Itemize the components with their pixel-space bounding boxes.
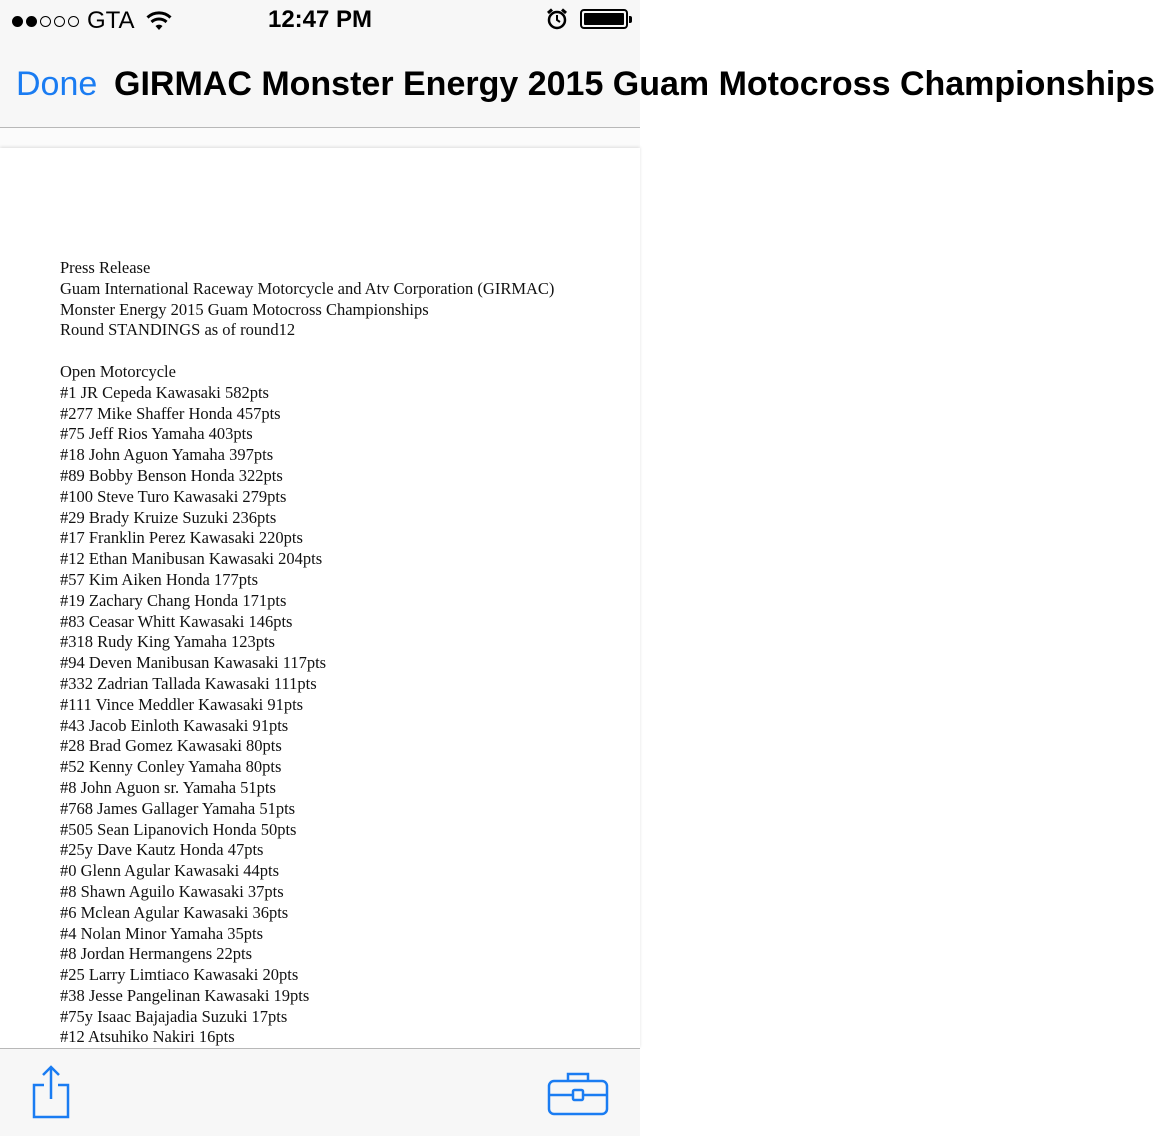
status-bar (0, 0, 640, 40)
standing-entry: #12 Ethan Manibusan Kawasaki 204pts (60, 549, 323, 569)
standing-entry: #768 James Gallager Yamaha 51pts (60, 798, 296, 818)
standings-list (60, 383, 630, 1049)
standing-entry: #1 JR Cepeda Kawasaki 582pts (60, 382, 269, 402)
standing-entry: #83 Ceasar Whitt Kawasaki 146pts (60, 611, 293, 631)
standing-entry: #75y Isaac Bajajadia Suzuki 17pts (60, 1006, 288, 1026)
carrier-name: GTA (87, 7, 135, 34)
standing-entry: #18 John Aguon Yamaha 397pts (60, 445, 274, 465)
share-icon[interactable] (30, 1063, 72, 1119)
standing-entry: #8 Shawn Aguilo Kawasaki 37pts (60, 881, 284, 901)
standing-entry: #100 Steve Turo Kawasaki 279pts (60, 486, 287, 506)
toolbox-icon[interactable] (546, 1069, 610, 1117)
standing-entry: #12 Atsuhiko Nakiri 16pts (60, 1027, 235, 1047)
standing-entry: #4 Nolan Minor Yamaha 35pts (60, 923, 264, 943)
battery-icon (580, 9, 628, 29)
standing-entry: #505 Sean Lipanovich Honda 50pts (60, 819, 297, 839)
navigation-bar (0, 40, 1155, 128)
standing-entry: #8 Jordan Hermangens 22pts (60, 944, 253, 964)
header-line: Round STANDINGS as of round12 (60, 320, 296, 340)
spacer (60, 341, 630, 362)
header-line: Guam International Raceway Motorcycle and Atv Corporation (GIRMAC) (60, 278, 555, 298)
standing-entry: #19 Zachary Chang Honda 171pts (60, 590, 287, 610)
done-button[interactable]: Done (16, 65, 98, 103)
section-title: Open Motorcycle (60, 361, 176, 381)
standing-entry: #38 Jesse Pangelinan Kawasaki 19pts (60, 985, 310, 1005)
alarm-clock-icon (546, 8, 568, 30)
standing-entry: #17 Franklin Perez Kawasaki 220pts (60, 528, 303, 548)
status-right (546, 8, 628, 30)
standing-entry: #94 Deven Manibusan Kawasaki 117pts (60, 653, 327, 673)
standing-entry: #25y Dave Kautz Honda 47pts (60, 840, 264, 860)
header-line: Press Release (60, 258, 151, 277)
bottom-toolbar (0, 1048, 640, 1136)
standing-entry: #52 Kenny Conley Yamaha 80pts (60, 757, 282, 777)
clock-time: 12:47 PM (267, 6, 373, 33)
standing-entry: #111 Vince Meddler Kawasaki 91pts (60, 694, 304, 714)
header-line: Monster Energy 2015 Guam Motocross Championships (60, 299, 429, 319)
standing-entry: #25 Larry Limtiaco Kawasaki 20pts (60, 965, 299, 985)
standing-entry: #89 Bobby Benson Honda 322pts (60, 465, 283, 485)
document-text (60, 258, 630, 1048)
standing-entry: #332 Zadrian Tallada Kawasaki 111pts (60, 673, 317, 693)
document-viewer[interactable] (0, 128, 640, 1048)
standing-entry: #43 Jacob Einloth Kawasaki 91pts (60, 715, 289, 735)
standing-entry: #29 Brady Kruize Suzuki 236pts (60, 507, 277, 527)
document-title: GIRMAC Monster Energy 2015 Guam Motocross Championships (114, 65, 1155, 103)
standing-entry: #28 Brad Gomez Kawasaki 80pts (60, 736, 282, 756)
standing-entry: #8 John Aguon sr. Yamaha 51pts (60, 777, 276, 797)
standing-entry: #318 Rudy King Yamaha 123pts (60, 632, 275, 652)
standing-entry: #75 Jeff Rios Yamaha 403pts (60, 424, 253, 444)
standing-entry: #0 Glenn Agular Kawasaki 44pts (60, 861, 280, 881)
standing-entry: #6 Mclean Agular Kawasaki 36pts (60, 902, 289, 922)
standing-entry: #57 Kim Aiken Honda 177pts (60, 569, 258, 589)
document-page (0, 148, 640, 1048)
standing-entry: #277 Mike Shaffer Honda 457pts (60, 403, 281, 423)
